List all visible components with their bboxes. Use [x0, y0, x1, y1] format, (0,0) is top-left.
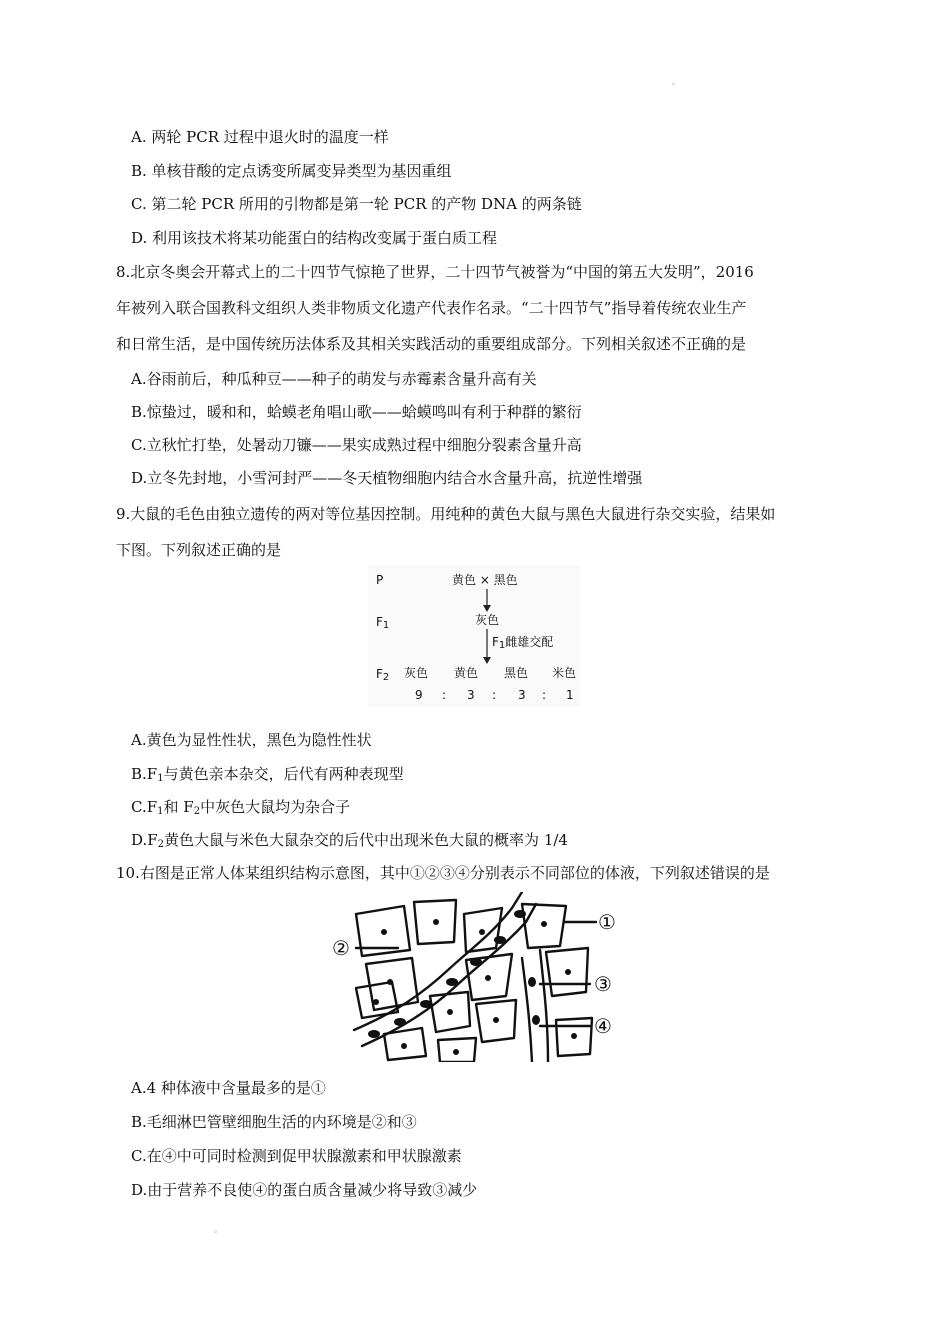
ratio-1: 1: [566, 688, 574, 702]
q9-option-c: $C.F_1$和 $F_2$中灰色大鼠均为杂合子: [131, 798, 351, 817]
q9-stem-line-1: 9.大鼠的毛色由独立遗传的两对等位基因控制。用纯种的黄色大鼠与黑色大鼠进行杂交实验，结果如: [116, 505, 776, 523]
q10-option-a: A.4 种体液中含量最多的是①: [131, 1079, 326, 1097]
label-fluid-1: ①: [598, 910, 616, 934]
q10-stem: 10.右图是正常人体某组织结构示意图，其中①②③④分别表示不同部位的体液，下列叙述错误的是: [116, 864, 770, 882]
q10-option-b: B.毛细淋巴管壁细胞生活的内环境是②和③: [131, 1113, 417, 1131]
ratio-3a: 3: [467, 688, 475, 702]
f2-label: $F_2$: [376, 667, 390, 683]
tissue-drawing: [326, 892, 620, 1062]
q7-option-c: C. 第二轮 PCR 所用的引物都是第一轮 PCR 的产物 DNA 的两条链: [131, 195, 582, 213]
label-fluid-2: ②: [332, 936, 350, 960]
q10-option-d: D.由于营养不良使④的蛋白质含量减少将导致③减少: [131, 1181, 478, 1199]
q8-stem-line-3: 和日常生活，是中国传统历法体系及其相关实践活动的重要组成部分。下列相关叙述不正确的是: [116, 335, 747, 353]
q8-option-d: D.立冬先封地，小雪河封严——冬天植物细胞内结合水含量升高，抗逆性增强: [131, 469, 643, 487]
page-mark-top: 。: [672, 77, 680, 86]
p-cross: 黄色 × 黑色: [452, 573, 518, 587]
ratio-3b: 3: [518, 688, 526, 702]
f1-label: $F_1$: [376, 615, 390, 631]
q9-option-b: $B.F_1$与黄色亲本杂交，后代有两种表现型: [131, 765, 404, 784]
q9-option-d: $D.F_2$黄色大鼠与米色大鼠杂交的后代中出现米色大鼠的概率为 1/4: [131, 831, 568, 850]
page-mark-bottom: 。: [214, 1225, 222, 1234]
q9-option-a: A.黄色为显性性状，黑色为隐性性状: [131, 731, 372, 749]
f1-phenotype: 灰色: [475, 613, 500, 627]
q7-option-b: B. 单核苷酸的定点诱变所属变异类型为基因重组: [131, 162, 452, 180]
f2-phenotype-cream: 米色: [552, 666, 577, 680]
cross-diagram: [368, 565, 580, 707]
q8-stem-line-2: 年被列入联合国教科文组织人类非物质文化遗产代表作名录。“二十四节气”指导着传统农业生产: [116, 299, 747, 317]
q7-option-d: D. 利用该技术将某功能蛋白的结构改变属于蛋白质工程: [131, 229, 498, 247]
f1-mating-note: $F_1$雌雄交配: [492, 635, 554, 651]
f2-phenotype-yellow: 黄色: [454, 666, 479, 680]
q8-stem-line-1: 8.北京冬奥会开幕式上的二十四节气惊艳了世界，二十四节气被誉为“中国的第五大发明”，2016: [116, 263, 754, 281]
ratio-colon-2: :: [492, 688, 497, 702]
q9-stem-line-2: 下图。下列叙述正确的是: [116, 541, 282, 559]
p-label: P: [376, 573, 384, 587]
ratio-colon-3: :: [542, 688, 547, 702]
label-fluid-3: ③: [594, 972, 612, 996]
q8-option-b: B.惊蛰过，暖和和，蛤蟆老角唱山歌——蛤蟆鸣叫有利于种群的繁衍: [131, 403, 582, 421]
f2-phenotype-grey: 灰色: [404, 666, 429, 680]
q7-option-a: A. 两轮 PCR 过程中退火时的温度一样: [131, 128, 389, 146]
q8-option-a: A.谷雨前后，种瓜种豆——种子的萌发与赤霉素含量升高有关: [131, 370, 537, 388]
f2-phenotype-black: 黑色: [504, 666, 529, 680]
ratio-9: 9: [415, 688, 423, 702]
q8-option-c: C.立秋忙打垫，处暑动刀镰——果实成熟过程中细胞分裂素含量升高: [131, 436, 582, 454]
label-fluid-4: ④: [594, 1014, 612, 1038]
tissue-diagram: [326, 892, 620, 1062]
q10-option-c: C.在④中可同时检测到促甲状腺激素和甲状腺激素: [131, 1147, 462, 1165]
ratio-colon-1: :: [442, 688, 447, 702]
cross-arrows: [368, 565, 580, 707]
